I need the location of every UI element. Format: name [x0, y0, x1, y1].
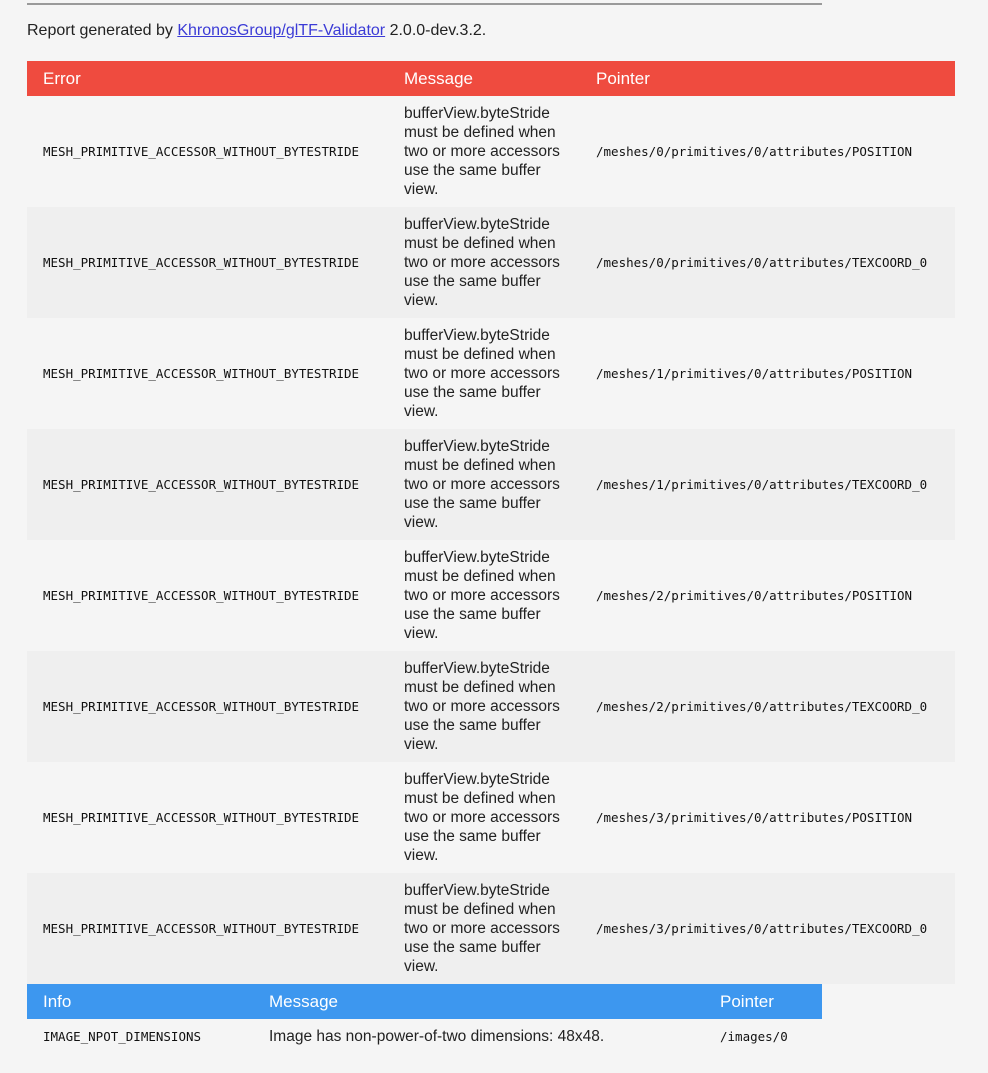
error-pointer: /meshes/0/primitives/0/attributes/POSITION [596, 144, 913, 159]
error-code: MESH_PRIMITIVE_ACCESSOR_WITHOUT_BYTESTRIDE [43, 366, 360, 381]
error-code: MESH_PRIMITIVE_ACCESSOR_WITHOUT_BYTESTRIDE [43, 144, 360, 159]
error-pointer: /meshes/2/primitives/0/attributes/POSITION [596, 588, 913, 603]
error-code: MESH_PRIMITIVE_ACCESSOR_WITHOUT_BYTESTRIDE [43, 588, 360, 603]
infos-header-row [27, 984, 822, 1019]
table-row [27, 96, 955, 207]
error-code: MESH_PRIMITIVE_ACCESSOR_WITHOUT_BYTESTRIDE [43, 810, 360, 825]
error-message: bufferView.byteStride must be defined when two or more accessors use the same buffer view. [404, 105, 560, 198]
col-pointer: Pointer [704, 984, 822, 1019]
col-error: Error [27, 61, 388, 96]
errors-header-row [27, 61, 955, 96]
col-pointer: Pointer [580, 61, 955, 96]
info-message: Image has non-power-of-two dimensions: 48x48. [269, 1028, 605, 1045]
table-row [27, 429, 955, 540]
table-row [27, 1019, 822, 1054]
error-pointer: /meshes/1/primitives/0/attributes/POSITION [596, 366, 913, 381]
error-pointer: /meshes/3/primitives/0/attributes/POSITION [596, 810, 913, 825]
error-code: MESH_PRIMITIVE_ACCESSOR_WITHOUT_BYTESTRIDE [27, 873, 388, 984]
divider [27, 3, 822, 5]
error-pointer: /meshes/0/primitives/0/attributes/TEXCOORD_0 [580, 207, 955, 318]
table-row [27, 318, 955, 429]
errors-table [27, 61, 955, 984]
error-pointer: /meshes/2/primitives/0/attributes/TEXCOORD_0 [580, 651, 955, 762]
error-code: MESH_PRIMITIVE_ACCESSOR_WITHOUT_BYTESTRIDE [27, 429, 388, 540]
error-message: bufferView.byteStride must be defined when two or more accessors use the same buffer view. [404, 438, 560, 531]
validator-link[interactable]: KhronosGroup/glTF-Validator [177, 22, 386, 39]
error-message: bufferView.byteStride must be defined when two or more accessors use the same buffer view. [404, 882, 560, 975]
error-message: bufferView.byteStride must be defined when two or more accessors use the same buffer view. [404, 216, 560, 309]
error-message: bufferView.byteStride must be defined when two or more accessors use the same buffer view. [404, 327, 560, 420]
error-code: MESH_PRIMITIVE_ACCESSOR_WITHOUT_BYTESTRIDE [27, 651, 388, 762]
error-pointer: /meshes/3/primitives/0/attributes/TEXCOORD_0 [580, 873, 955, 984]
credit-version: 2.0.0-dev.3.2. [385, 22, 487, 39]
col-info: Info [27, 984, 253, 1019]
infos-table [27, 984, 822, 1054]
col-message: Message [388, 61, 580, 96]
table-row [27, 651, 955, 762]
table-row [27, 762, 955, 873]
error-message: bufferView.byteStride must be defined when two or more accessors use the same buffer view. [404, 549, 560, 642]
table-row [27, 540, 955, 651]
info-code: IMAGE_NPOT_DIMENSIONS [43, 1029, 202, 1044]
error-code: MESH_PRIMITIVE_ACCESSOR_WITHOUT_BYTESTRIDE [27, 207, 388, 318]
credit-prefix: Report generated by [27, 22, 178, 39]
col-message: Message [253, 984, 704, 1019]
error-message: bufferView.byteStride must be defined when two or more accessors use the same buffer view. [404, 771, 560, 864]
table-row [27, 873, 955, 984]
error-pointer: /meshes/1/primitives/0/attributes/TEXCOORD_0 [580, 429, 955, 540]
report-credit [27, 22, 486, 40]
info-pointer: /images/0 [720, 1029, 788, 1044]
error-message: bufferView.byteStride must be defined when two or more accessors use the same buffer view. [404, 660, 560, 753]
table-row [27, 207, 955, 318]
